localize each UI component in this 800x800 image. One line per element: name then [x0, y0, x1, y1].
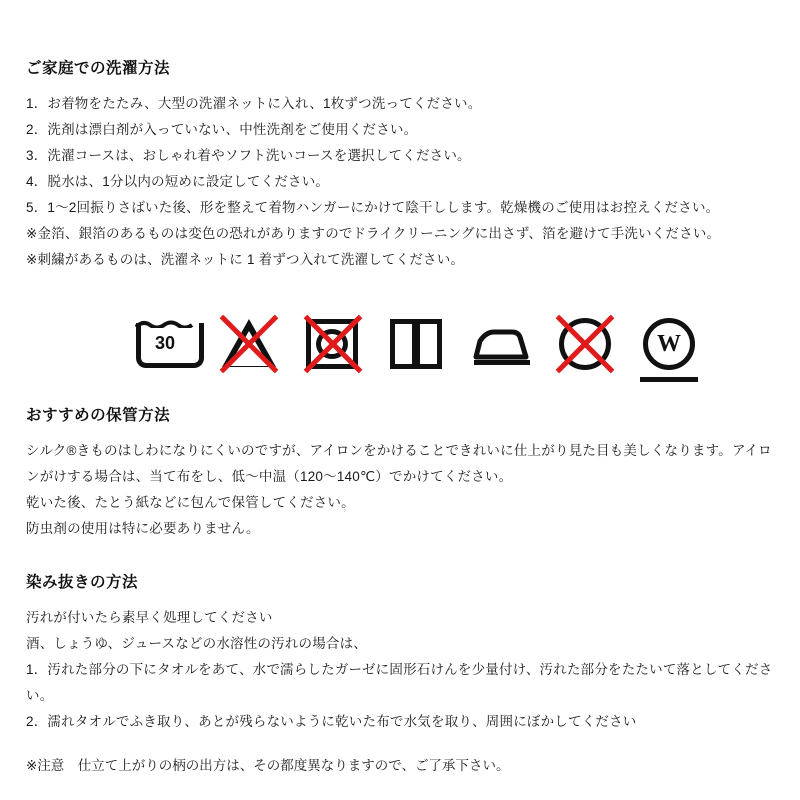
section-storage [26, 403, 774, 542]
wet-clean-letter-label: W [657, 331, 681, 357]
instruction-line: 乾いた後、たとう紙などに包んで保管してください。 [26, 495, 355, 510]
care-symbols-row [136, 301, 774, 373]
section-stain-removal [26, 570, 774, 735]
storage-lines [26, 438, 774, 542]
home-washing-lines [26, 91, 774, 273]
washtub-30-icon [136, 315, 194, 373]
footnote: ※注意 仕立て上がりの柄の出方は、その都度異なりますので、ご了承下さい。 [26, 758, 510, 773]
instruction-line: 3．洗濯コースは、おしゃれ着やソフト洗いコースを選択してください。 [26, 148, 471, 163]
wet-clean-w-icon [640, 315, 698, 373]
tumble-dry-icon [304, 315, 362, 373]
storage-heading: おすすめの保管方法 [26, 407, 171, 424]
instruction-line: 4．脱水は、1分以内の短めに設定してください。 [26, 174, 330, 189]
instruction-line: 2．濡れタオルでふき取り、あとが残らないように乾いた布で水気を取り、周囲にぼかしてください [26, 714, 637, 729]
instruction-line: 防虫剤の使用は特に必要ありません。 [26, 521, 260, 536]
iron-icon [472, 315, 530, 373]
page-title: ご家庭での洗濯方法 [26, 60, 171, 77]
instruction-line: 汚れが付いたら素早く処理してください [26, 610, 273, 625]
stain-removal-heading: 染み抜きの方法 [26, 574, 139, 591]
section-home-washing [26, 56, 774, 273]
stain-removal-lines [26, 605, 774, 735]
instruction-line: 2．洗剤は漂白剤が入っていない、中性洗剤をご使用ください。 [26, 122, 418, 137]
instruction-line: ※刺繍があるものは、洗濯ネットに 1 着ずつ入れて洗濯してください。 [26, 252, 465, 267]
line-dry-icon [388, 315, 446, 373]
dry-clean-circle-icon [556, 315, 614, 373]
instruction-line: ※金箔、銀箔のあるものは変色の恐れがありますのでドライクリーニングに出さず、箔を避けて手洗いください。 [26, 226, 721, 241]
washtub-temperature-label: 30 [154, 333, 176, 353]
bleach-triangle-icon [220, 315, 278, 373]
instruction-line: シルク®きものはしわになりにくいのですが、アイロンをかけることできれいに仕上がり見た目も美しくなります。アイロンがけする場合は、当て布をし、低〜中温（120〜140℃）でかけてください。 [26, 443, 772, 484]
instruction-line: 酒、しょうゆ、ジュースなどの水溶性の汚れの場合は、 [26, 636, 368, 651]
instruction-line: 1．汚れた部分の下にタオルをあて、水で濡らしたガーゼに固形石けんを少量付け、汚れた部分をたたいて落としてください。 [26, 662, 773, 703]
instruction-line: 1．お着物をたたみ、大型の洗濯ネットに入れ、1枚ずつ洗ってください。 [26, 96, 482, 111]
instruction-line: 5．1〜2回振りさばいた後、形を整えて着物ハンガーにかけて陰干しします。乾燥機のご使用はお控えください。 [26, 200, 720, 215]
